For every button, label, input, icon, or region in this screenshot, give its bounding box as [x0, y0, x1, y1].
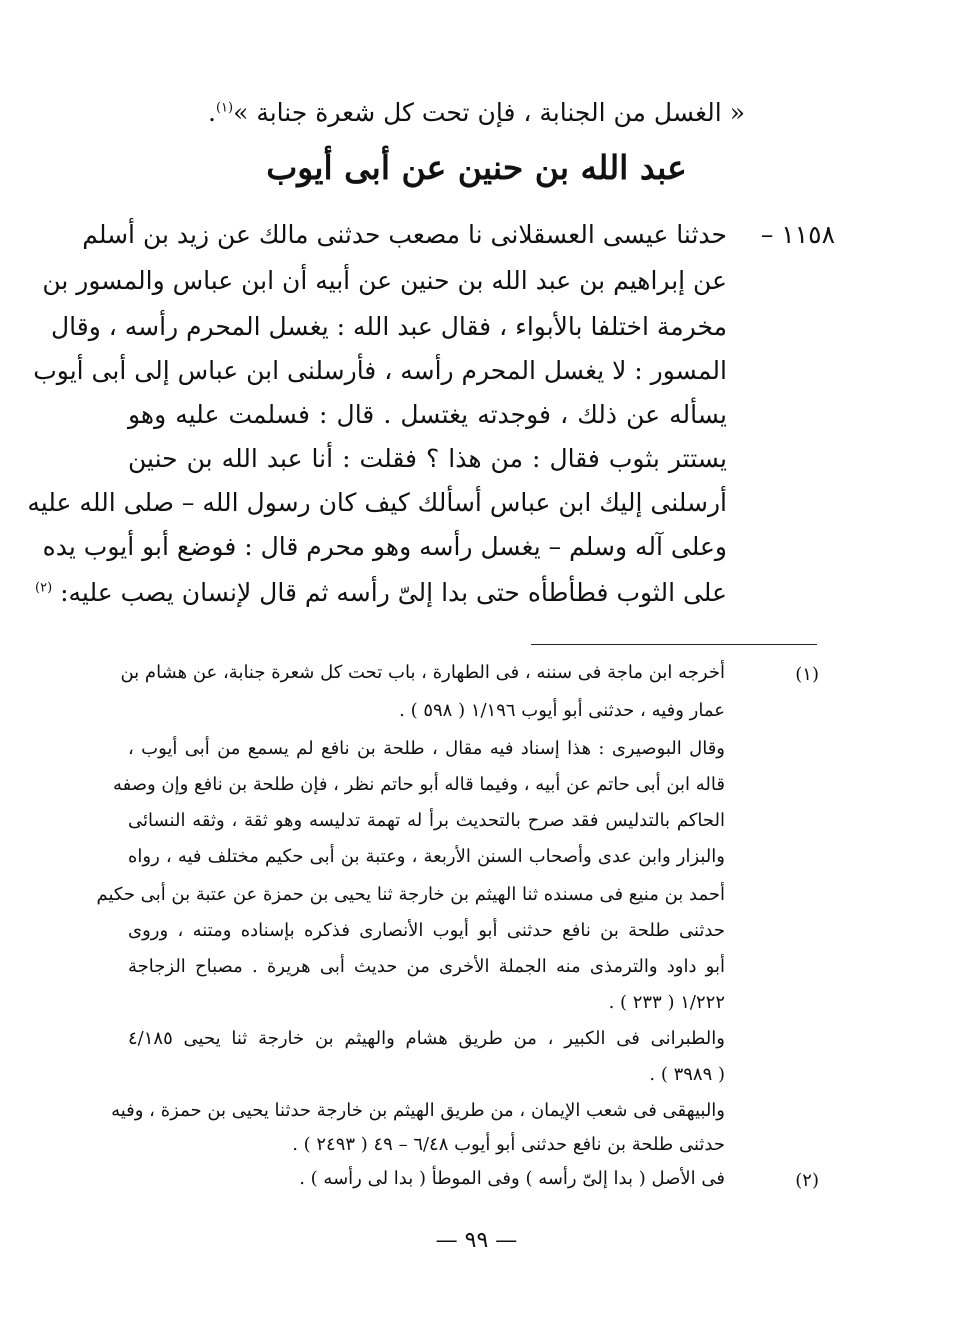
footnote-marker-1: (١) — [795, 664, 819, 685]
footnote-line: ١/٢٢٢ ( ٢٣٣ ) . — [608, 992, 725, 1013]
footnote-line: فى الأصل ( بدا إلىّ رأسه ) وفى الموطأ ( بدا لى رأسه ) . — [299, 1168, 725, 1189]
section-title: عبد الله بن حنين عن أبى أيوب — [266, 148, 687, 187]
main-text-line: وعلى آله وسلم – يغسل رأسه وهو محرم قال : فوضع أبو أيوب يده — [42, 532, 727, 561]
footnote-line: حدثنى طلحة بن نافع حدثنى أبو أيوب ٦/٤٨ – ٤٩ ( ٢٤٩٣ ) . — [292, 1134, 725, 1155]
footnote-line: والبيهقى فى شعب الإيمان ، من طريق الهيثم بن خارجة حدثنا يحيى بن حمزة ، وفيه — [111, 1100, 725, 1121]
main-text-line: يسأله عن ذلك ، فوجدته يغتسل . قال : فسلمت عليه وهو — [128, 400, 727, 429]
footnote-line: أبو داود والترمذى منه الجملة الأخرى من حديث أبى هريرة . مصباح الزجاجة — [128, 956, 725, 977]
footnote-line: عمار وفيه ، حدثنى أبو أيوب ١/١٩٦ ( ٥٩٨ ) . — [399, 700, 725, 721]
hadith-number: ١١٥٨ – — [760, 220, 835, 249]
footnote-separator — [531, 644, 817, 645]
footnote-line: والبزار وابن عدى وأصحاب السنن الأربعة ، وعتبة بن أبى حكيم مختلف فيه ، رواه — [128, 846, 725, 867]
footnote-line: وقال البوصيرى : هذا إسناد فيه مقال ، طلحة بن نافع لم يسمع من أبى أيوب ، — [128, 738, 725, 759]
main-footnote-ref: (٢) — [35, 580, 53, 596]
page-number: — ٩٩ — — [435, 1228, 518, 1253]
main-text-line: يستتر بثوب فقال : من هذا ؟ فقلت : أنا عبد الله بن حنين — [128, 444, 727, 473]
main-text-last: على الثوب فطأطأه حتى بدا إلىّ رأسه ثم قال لإنسان يصب عليه: — [60, 578, 727, 607]
footnote-line: حدثنى طلحة بن نافع حدثنى أبو أيوب الأنصارى فذكره بإسناده ومتنه ، وروى — [128, 920, 725, 941]
main-text-line: حدثنا عيسى العسقلانى نا مصعب حدثنى مالك عن زيد بن أسلم — [82, 220, 727, 249]
main-text-line — [35, 578, 727, 607]
main-text-line: أرسلنى إليك ابن عباس أسألك كيف كان رسول الله – صلى الله عليه — [27, 488, 727, 517]
header-footnote-ref: (١) — [215, 100, 234, 116]
main-text-line: عن إبراهيم بن عبد الله بن حنين عن أبيه أن ابن عباس والمسور بن — [42, 266, 727, 295]
footnote-line: أحمد بن منيع فى مسنده ثنا الهيثم بن خارجة ثنا يحيى بن حمزة عن عتبة بن أبى حكيم — [96, 884, 725, 905]
header-quote-text: « الغسل من الجنابة ، فإن تحت كل شعرة جنابة » — [233, 98, 745, 127]
footnote-line: قاله ابن أبى حاتم عن أبيه ، وفيما قاله أبو حاتم نظر ، فإن طلحة بن نافع وإن وصفه — [112, 774, 725, 795]
footnote-line: أخرجه ابن ماجة فى سننه ، فى الطهارة ، باب تحت كل شعرة جنابة، عن هشام بن — [120, 662, 725, 683]
main-text-line: مخرمة اختلفا بالأبواء ، فقال عبد الله : يغسل المحرم رأسه ، وقال — [51, 312, 727, 341]
footnote-line: والطبرانى فى الكبير ، من طريق هشام والهيثم بن خارجة ثنا يحيى ٤/١٨٥ — [128, 1028, 725, 1049]
footnote-marker-2: (٢) — [795, 1170, 819, 1191]
footnote-line: ( ٣٩٨٩ ) . — [649, 1064, 725, 1085]
main-text-line: المسور : لا يغسل المحرم رأسه ، فأرسلنى ابن عباس إلى أبى أيوب — [33, 356, 727, 385]
header-quote: « الغسل من الجنابة ، فإن تحت كل شعرة جنابة »$^{(١)}$. — [207, 98, 745, 127]
footnote-line: الحاكم بالتدليس فقد صرح بالتحديث برأ له تهمة تدليسه وهو ثقة ، وثقه النسائى — [128, 810, 725, 831]
